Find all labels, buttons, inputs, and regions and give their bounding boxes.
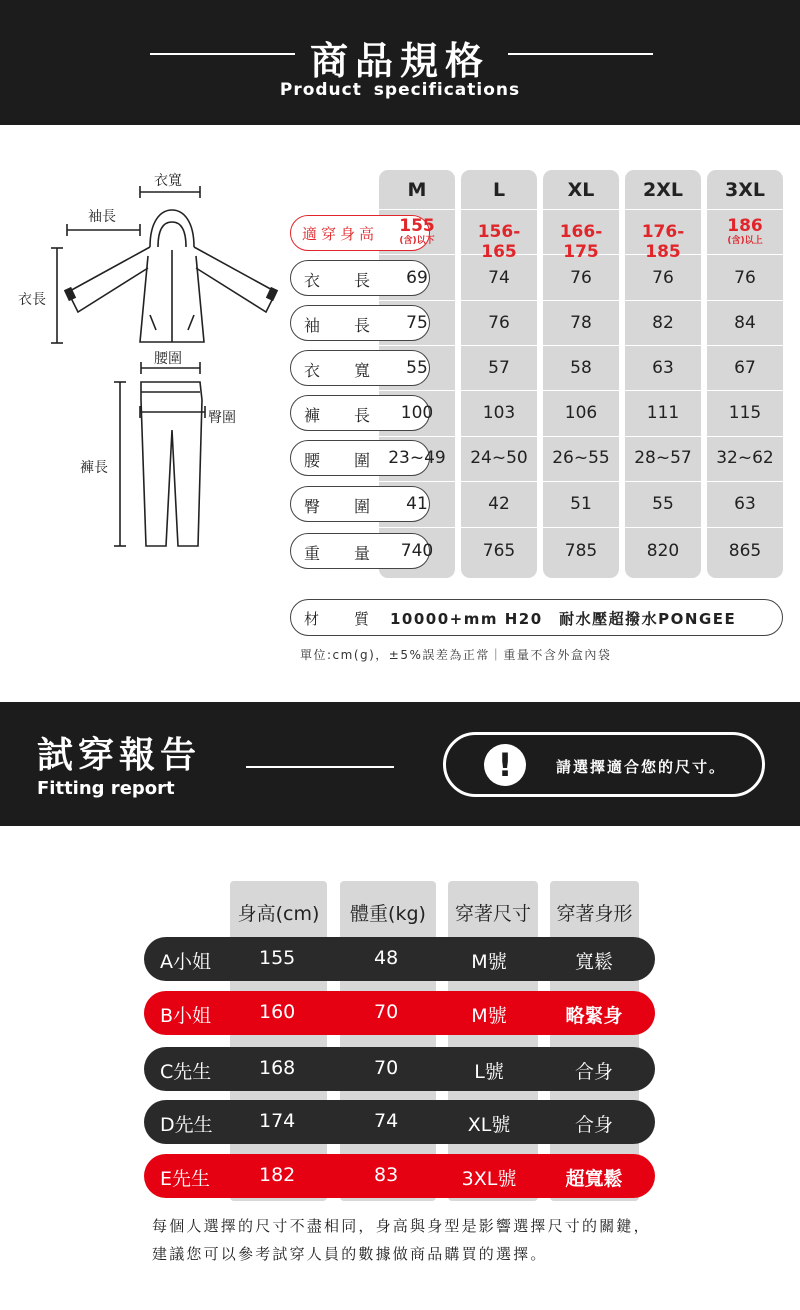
size-cell: 84 — [734, 313, 756, 333]
fitting-header-weight: 體重(kg) — [350, 903, 426, 925]
fitting-row — [144, 991, 655, 1035]
size-cell: 765 — [482, 541, 516, 561]
tester-size: M號 — [471, 1005, 507, 1027]
diagram-label-hip: 臀圍 — [208, 410, 236, 426]
size-cell: 82 — [652, 313, 674, 333]
fitting-column-size — [448, 881, 538, 1201]
size-cell: 23~49 — [388, 448, 446, 468]
row-divider — [376, 345, 784, 346]
tester-fit: 略緊身 — [565, 1005, 623, 1027]
tester-name: A小姐 — [160, 951, 211, 973]
fitting-subtitle: Fitting report — [37, 778, 175, 799]
tester-fit: 超寬鬆 — [565, 1168, 623, 1190]
tester-size: 3XL號 — [461, 1168, 517, 1190]
row-divider — [376, 209, 784, 210]
unit-note: 單位:cm(g)，±5%誤差為正常｜重量不含外盒內袋 — [300, 648, 612, 662]
header-divider-right — [508, 53, 653, 55]
size-cell: 75 — [406, 313, 428, 333]
row-label-char: 長 — [354, 316, 371, 335]
height-cell — [707, 216, 783, 246]
size-cell: 865 — [728, 541, 762, 561]
fitting-header — [0, 702, 800, 826]
fitting-header-size: 穿著尺寸 — [454, 903, 531, 925]
row-divider — [376, 481, 784, 482]
size-cell: 100 — [400, 403, 434, 423]
height-cell: 156-165 — [477, 222, 521, 262]
diagram-label-sleeve-length: 袖長 — [88, 209, 116, 225]
fitting-header-fit: 穿著身形 — [556, 903, 633, 925]
diagram-label-jacket-length: 衣長 — [18, 292, 46, 308]
size-header: XL — [567, 179, 595, 201]
size-cell: 78 — [570, 313, 592, 333]
size-cell: 106 — [564, 403, 598, 423]
tester-fit: 合身 — [574, 1114, 613, 1136]
tester-weight: 74 — [374, 1110, 399, 1132]
row-label-char: 腰 — [304, 451, 321, 470]
diagram-label-pants-length: 褲長 — [80, 460, 108, 476]
size-cell: 55 — [406, 358, 428, 378]
fitting-title: 試穿報告 — [37, 735, 202, 776]
height-cell: 176-185 — [641, 222, 685, 262]
row-label-char: 長 — [354, 271, 371, 290]
tester-fit: 合身 — [574, 1061, 613, 1083]
row-label-char: 圍 — [354, 451, 371, 470]
height-cell: 166-175 — [559, 222, 603, 262]
row-label-char: 量 — [354, 544, 371, 563]
row-divider — [376, 300, 784, 301]
height-cell — [379, 216, 455, 246]
material-value: 10000+mm H20 耐水壓超撥水PONGEE — [390, 610, 737, 628]
tester-height: 155 — [259, 947, 296, 969]
size-alert — [443, 732, 765, 797]
size-cell: 111 — [646, 403, 680, 423]
size-cell: 115 — [728, 403, 762, 423]
row-label-char: 臀 — [304, 497, 321, 516]
row-label-char: 褲 — [304, 406, 321, 425]
tester-name: D先生 — [160, 1114, 213, 1136]
size-cell: 42 — [488, 494, 510, 514]
fitting-row — [144, 1154, 655, 1198]
tester-size: L號 — [474, 1061, 504, 1083]
tester-weight: 70 — [374, 1057, 399, 1079]
size-cell: 41 — [406, 494, 428, 514]
size-cell: 103 — [482, 403, 516, 423]
fitting-header-height: 身高(cm) — [237, 903, 320, 925]
tester-name: B小姐 — [160, 1005, 212, 1027]
tester-weight: 48 — [374, 947, 399, 969]
size-cell: 76 — [734, 268, 756, 288]
fitting-row — [144, 937, 655, 981]
size-cell: 740 — [400, 541, 434, 561]
fitting-row — [144, 1100, 655, 1144]
material-label-char: 材 — [304, 610, 320, 628]
size-cell: 57 — [488, 358, 510, 378]
size-cell: 74 — [488, 268, 510, 288]
size-cell: 69 — [406, 268, 428, 288]
row-label-char: 長 — [354, 406, 371, 425]
size-cell: 76 — [488, 313, 510, 333]
height-cell-note: (含)以上 — [727, 236, 763, 246]
row-divider — [376, 527, 784, 528]
tester-weight: 70 — [374, 1001, 399, 1023]
fitting-column-fit — [550, 881, 639, 1201]
diagram-label-jacket-width: 衣寬 — [154, 173, 182, 189]
tester-height: 182 — [259, 1164, 296, 1186]
material-label-char: 質 — [354, 610, 370, 628]
row-label-char: 重 — [304, 544, 321, 563]
row-label-char: 袖 — [304, 316, 321, 335]
tester-name: E先生 — [160, 1168, 211, 1190]
tester-height: 160 — [259, 1001, 296, 1023]
size-header: M — [407, 179, 427, 201]
row-divider — [376, 390, 784, 391]
row-label-char: 衣 — [304, 271, 321, 290]
tester-size: XL號 — [467, 1114, 511, 1136]
height-cell-value: 186 — [727, 216, 763, 236]
fitting-row — [144, 1047, 655, 1091]
size-cell: 63 — [734, 494, 756, 514]
row-label-char: 圍 — [354, 497, 371, 516]
spec-header — [0, 0, 800, 125]
size-cell: 76 — [570, 268, 592, 288]
fitting-closing-note: 每個人選擇的尺寸不盡相同，身高與身型是影響選擇尺寸的關鍵，建議您可以參考試穿人員的數據做商品購買的選擇。 — [152, 1217, 651, 1263]
size-cell: 28~57 — [634, 448, 692, 468]
size-diagram — [0, 160, 290, 560]
row-label-char: 衣 — [304, 361, 321, 380]
tester-height: 174 — [259, 1110, 296, 1132]
height-cell-note: (含)以下 — [399, 236, 435, 246]
fitting-divider — [246, 766, 394, 768]
size-cell: 26~55 — [552, 448, 610, 468]
size-cell: 58 — [570, 358, 592, 378]
fitting-column-height — [230, 881, 327, 1201]
exclamation-icon: ! — [484, 744, 526, 786]
size-cell: 51 — [570, 494, 592, 514]
material-row — [290, 599, 783, 636]
size-cell: 76 — [652, 268, 674, 288]
size-cell: 32~62 — [716, 448, 774, 468]
size-cell: 67 — [734, 358, 756, 378]
size-cell: 55 — [652, 494, 674, 514]
fitting-column-weight — [340, 881, 436, 1201]
diagram-label-waist: 腰圍 — [154, 351, 182, 367]
tester-height: 168 — [259, 1057, 296, 1079]
row-divider — [376, 436, 784, 437]
size-cell: 820 — [646, 541, 680, 561]
height-cell-value: 155 — [399, 216, 435, 236]
size-header: 2XL — [643, 179, 683, 201]
size-header: 3XL — [725, 179, 765, 201]
spec-title: 商品規格 — [309, 39, 490, 83]
tester-fit: 寬鬆 — [574, 951, 613, 973]
tester-size: M號 — [471, 951, 507, 973]
size-cell: 63 — [652, 358, 674, 378]
size-cell: 24~50 — [470, 448, 528, 468]
tester-name: C先生 — [160, 1061, 212, 1083]
row-label-text: 適穿身高 — [302, 225, 379, 243]
row-label-char: 寬 — [354, 361, 371, 380]
size-header: L — [492, 179, 506, 201]
tester-weight: 83 — [374, 1164, 399, 1186]
size-cell: 785 — [564, 541, 598, 561]
size-alert-text: 請選擇適合您的尺寸。 — [556, 758, 727, 776]
spec-subtitle: Product specifications — [279, 80, 521, 100]
